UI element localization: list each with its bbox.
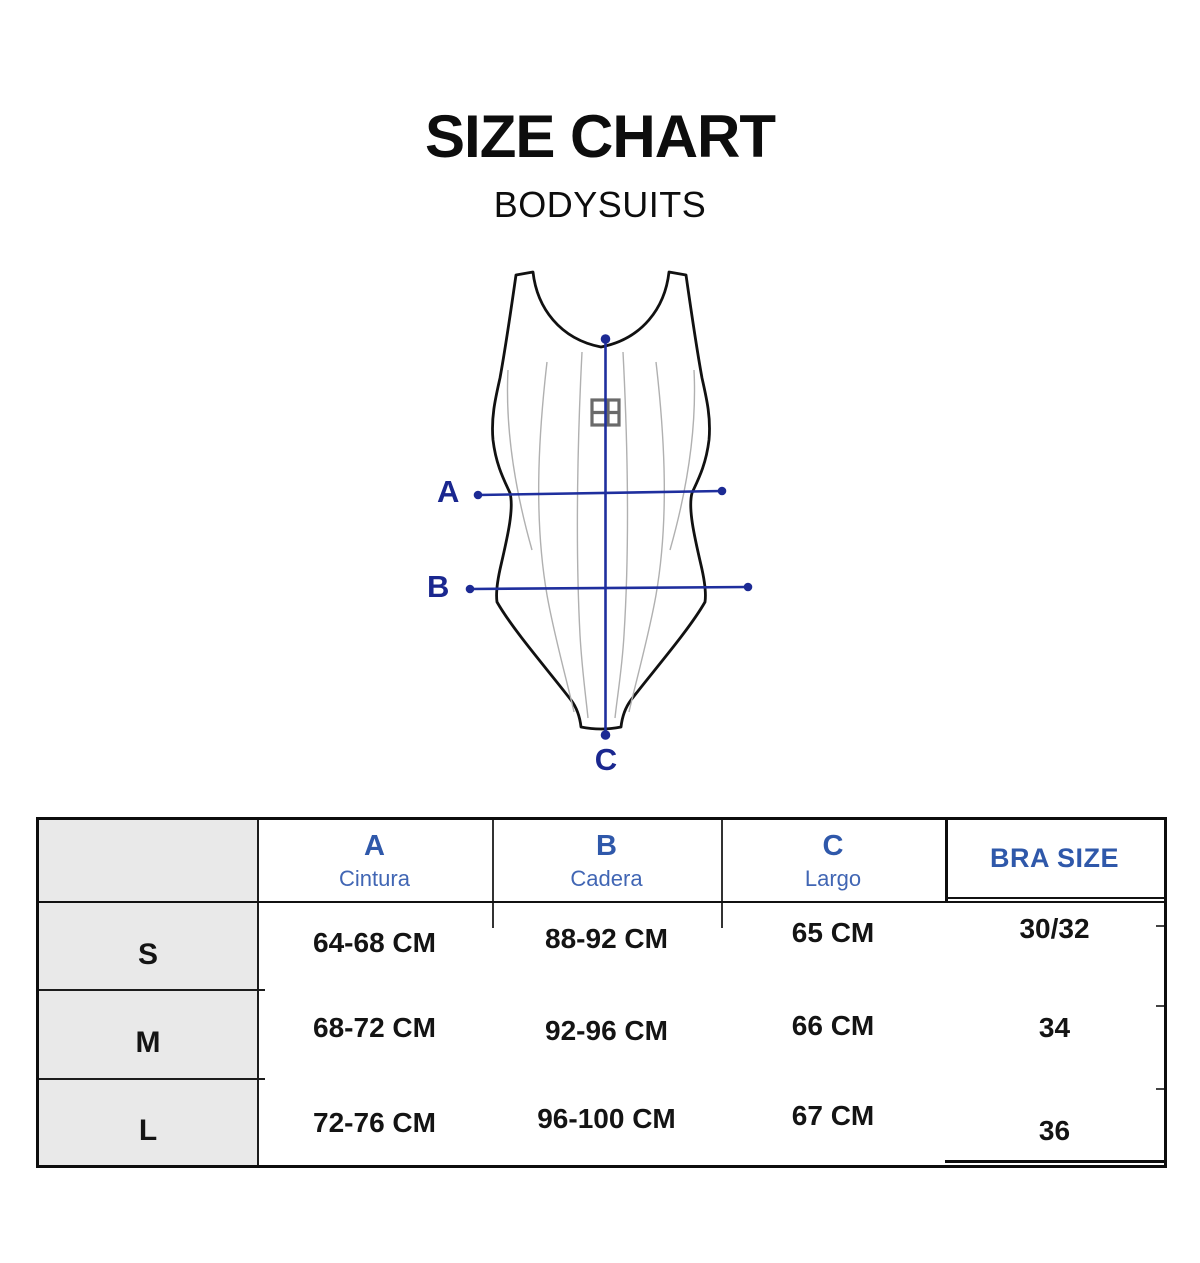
measure-label-c: C [594, 742, 618, 777]
header-sub-b: Cadera [570, 865, 643, 891]
row-l-hip-cell [492, 1078, 721, 1165]
table-row-s-label [39, 901, 257, 989]
page-subtitle: BODYSUITS [493, 184, 707, 225]
header-cell-a [257, 820, 492, 901]
table-row-l-label [39, 1078, 257, 1165]
header-bra-size-label: BRA SIZE [989, 842, 1119, 873]
header-letter-b: B [596, 830, 617, 863]
size-table [36, 817, 1167, 1168]
header-cell-c [721, 820, 945, 901]
row-m-waist-cell [257, 989, 492, 1078]
row-s-bra-value: 30/32 [1019, 912, 1090, 944]
header-cell-b [492, 820, 721, 901]
table-line [945, 897, 1164, 899]
row-m-hip-value: 92-96 CM [545, 1015, 668, 1047]
row-s-waist-value: 64-68 CM [313, 926, 436, 958]
row-s-length-cell [721, 901, 945, 989]
row-l-length-cell [721, 1078, 945, 1165]
row-l-bra-cell [945, 1078, 1164, 1165]
row-s-length-value: 65 CM [791, 916, 875, 948]
row-m-hip-cell [492, 989, 721, 1078]
row-l-waist-value: 72-76 CM [313, 1107, 436, 1139]
row-l-length-value: 67 CM [791, 1100, 875, 1132]
row-s-hip-cell [492, 901, 721, 989]
header-letter-c: C [822, 830, 844, 863]
header-sub-a: Cintura [339, 865, 410, 891]
row-l-hip-value: 96-100 CM [537, 1103, 676, 1135]
size-label-l: L [138, 1114, 158, 1148]
row-m-bra-cell [945, 989, 1164, 1078]
bodysuit-diagram [420, 250, 780, 790]
row-m-length-cell [721, 989, 945, 1078]
size-label-s: S [137, 937, 158, 971]
row-s-hip-value: 88-92 CM [545, 922, 668, 954]
header-letter-a: A [364, 830, 385, 863]
row-m-bra-value: 34 [1038, 1012, 1071, 1044]
page-title: SIZE CHART [425, 103, 775, 170]
size-label-m: M [135, 1026, 161, 1060]
row-l-waist-cell [257, 1078, 492, 1165]
row-m-waist-value: 68-72 CM [313, 1012, 436, 1044]
measure-label-b: B [427, 569, 450, 604]
row-m-length-value: 66 CM [791, 1010, 875, 1042]
header-cell-bra-size [945, 820, 1164, 897]
row-l-bra-value: 36 [1038, 1115, 1071, 1147]
measure-label-a: A [437, 474, 460, 509]
header-sub-c: Largo [804, 865, 862, 891]
row-s-bra-cell [945, 901, 1164, 989]
table-row-m-label [39, 989, 257, 1078]
row-s-waist-cell [257, 901, 492, 989]
